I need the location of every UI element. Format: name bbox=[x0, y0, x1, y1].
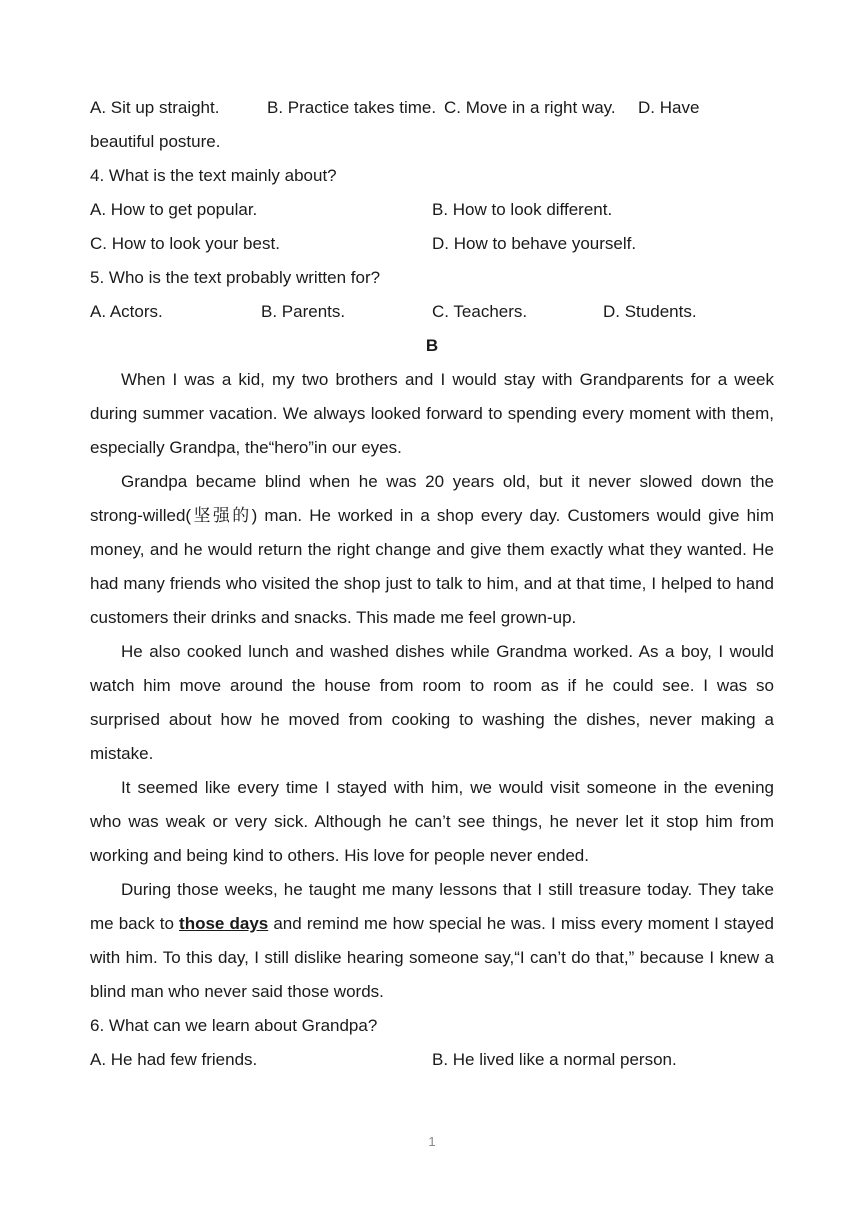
section-b-title: B bbox=[425, 336, 439, 355]
underlined-phrase: those days bbox=[179, 914, 269, 933]
paragraph-5-text-before: During those weeks, he taught me many lessons that I still treasure today. They take me back to bbox=[90, 880, 774, 933]
q4-options-row-2 bbox=[90, 227, 774, 261]
q3-option-a: A. Sit up straight. bbox=[90, 98, 220, 117]
q6-option-b: B. He lived like a normal person. bbox=[432, 1050, 677, 1069]
q5-option-b: B. Parents. bbox=[261, 302, 346, 321]
passage-paragraph-1: When I was a kid, my two brothers and I would stay with Grandparents for a week during summer vacation. We always looked forward to spending every moment with them, especially Grandpa, the“hero”in our eyes. bbox=[90, 370, 774, 457]
q5-option-a: A. Actors. bbox=[90, 302, 163, 321]
q3-option-d: D. Have bbox=[638, 98, 700, 117]
q4-options-row-1 bbox=[90, 193, 774, 227]
document-content bbox=[90, 91, 774, 1077]
q3-option-b: B. Practice takes time. bbox=[267, 98, 437, 117]
q4-option-c: C. How to look your best. bbox=[90, 234, 280, 253]
q4-option-a: A. How to get popular. bbox=[90, 200, 258, 219]
q5-option-d: D. Students. bbox=[603, 302, 697, 321]
passage-paragraph-5 bbox=[90, 873, 774, 1009]
q4-option-b: B. How to look different. bbox=[432, 200, 613, 219]
q6-option-a: A. He had few friends. bbox=[90, 1050, 258, 1069]
passage-paragraph-2: Grandpa became blind when he was 20 years old, but it never slowed down the strong-willed(坚强的) man. He worked in a shop every day. Customers would give him money, and he would return the right change and give them exactly what they wanted. He had many friends who visited the shop just to talk to him, and at that time, I helped to hand customers their drinks and snacks. This made me feel grown-up. bbox=[90, 472, 774, 627]
page-number: 1 bbox=[428, 1134, 436, 1149]
q5-options-row bbox=[90, 295, 774, 329]
q6-options-row bbox=[90, 1043, 774, 1077]
q5-option-c: C. Teachers. bbox=[432, 302, 528, 321]
passage-paragraph-3: He also cooked lunch and washed dishes while Grandma worked. As a boy, I would watch him move around the house from room to room as if he could see. I was so surprised about how he moved from cooking to washing the dishes, never making a mistake. bbox=[90, 642, 774, 763]
q5-question: 5. Who is the text probably written for? bbox=[90, 268, 381, 287]
q4-option-d: D. How to behave yourself. bbox=[432, 234, 637, 253]
paragraph-5-text-after: and remind me how special he was. I miss every moment I stayed with him. To this day, I still dislike hearing someone say,“I can’t do that,” because I knew a blind man who never said those words. bbox=[90, 914, 775, 1001]
q6-question: 6. What can we learn about Grandpa? bbox=[90, 1016, 378, 1035]
q3-option-d-continued: beautiful posture. bbox=[90, 132, 221, 151]
q3-options-row bbox=[90, 91, 774, 125]
q3-option-c: C. Move in a right way. bbox=[444, 98, 616, 117]
passage-paragraph-4: It seemed like every time I stayed with him, we would visit someone in the evening who was weak or very sick. Although he can’t see things, he never let it stop him from working and being kind to others. His love for people never ended. bbox=[90, 778, 774, 865]
q4-question: 4. What is the text mainly about? bbox=[90, 166, 337, 185]
